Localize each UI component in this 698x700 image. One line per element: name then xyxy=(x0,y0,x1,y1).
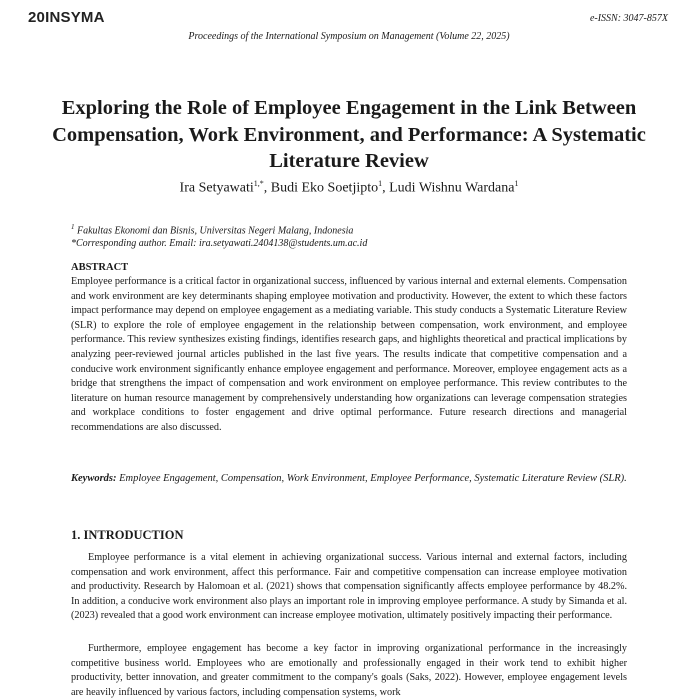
author-affiliation-mark: 1 xyxy=(378,179,383,188)
author-name: Budi Eko Soetjipto xyxy=(270,180,379,196)
affiliation-mark: 1 xyxy=(71,223,75,231)
journal-logo: 20INSYMA xyxy=(28,9,105,26)
author-name: Ira Setyawati xyxy=(179,180,254,196)
section-heading: 1. INTRODUCTION xyxy=(71,528,184,542)
keywords-list: Employee Engagement, Compensation, Work Environment, Employee Performance, Systematic Literature Review (SLR). xyxy=(119,473,627,484)
author-name: Ludi Wishnu Wardana xyxy=(389,180,515,196)
paper-title: Exploring the Role of Employee Engagement in the Link Between Compensation, Work Environment, and Performance: A Systematic Literature Review xyxy=(52,97,646,172)
intro-paragraph-2: Furthermore, employee engagement has become a key factor in improving organizational performance in the increasingly competitive business world. Employees who are emotionally and professionally engaged in their work tend to exhibit higher productivity, better innovation, and greater commitment to the company's goals (Saks, 2022). However, employee engagement levels are heavily influenced by various factors, including compensation systems, work xyxy=(71,643,627,698)
abstract-heading: ABSTRACT xyxy=(71,262,129,273)
affiliation xyxy=(71,221,367,237)
author-affiliation-mark: 1,* xyxy=(253,179,264,188)
author-affiliation-mark: 1 xyxy=(514,179,519,188)
corresponding-author: *Corresponding author. Email: ira.setyawati.2404138@students.um.ac.id xyxy=(71,238,368,250)
proceedings-header: Proceedings of the International Symposium on Management (Volume 22, 2025) xyxy=(188,31,510,42)
author-list: Ira Setyawati$^{1,*}$, Budi Eko Soetjipto$^1$, Ludi Wishnu Wardana$^1$ xyxy=(179,179,519,196)
affiliation-text: Fakultas Ekonomi dan Bisnis, Universitas Negeri Malang, Indonesia xyxy=(77,225,354,237)
keywords-label: Keywords: xyxy=(71,473,117,484)
issn-label: e-ISSN: 3047-857X xyxy=(589,13,668,24)
intro-paragraph-1: Employee performance is a vital element in achieving organizational success. Various internal and external factors, including compensation and work environment, affect this performance. Fair and competitive compensation can increase employee motivation and productivity. Research by Halomoan et al. (2021) shows that compensation significantly affects employee performance by 48.2%. In addition, a conducive work environment also plays an important role in improving employee performance. A study by Simanda et al. (2023) revealed that a good work environment can increase employee motivation, ultimately positively impacting their performance. xyxy=(71,552,627,622)
keywords xyxy=(71,472,627,487)
affiliation-block xyxy=(71,221,367,250)
abstract-text: Employee performance is a critical factor in organizational success, influenced by various internal and external elements. Compensation and work environment are key determinants shaping employee motivation and productivity. However, the extent to which these factors impact performance may depend on employee engagement as a mediating variable. This study conducts a Systematic Literature Review (SLR) to explore the role of employee engagement in the relationship between compensation, work environment, and employee performance. This review synthesizes existing findings, identifies research gaps, and highlights theoretical and practical implications by analyzing peer-reviewed journal articles published in the last five years. The results indicate that competitive compensation and a conducive work environment significantly enhance employee engagement and performance. Moreover, employee engagement acts as a bridge that strengthens the impact of compensation and work environment on employee performance. This review contributes to the literature on human resource management by comprehensively understanding how organizations can leverage compensation strategies and workplace conditions to foster engagement and drive optimal performance. Future research directions and managerial recommendations are also discussed. xyxy=(71,276,627,433)
